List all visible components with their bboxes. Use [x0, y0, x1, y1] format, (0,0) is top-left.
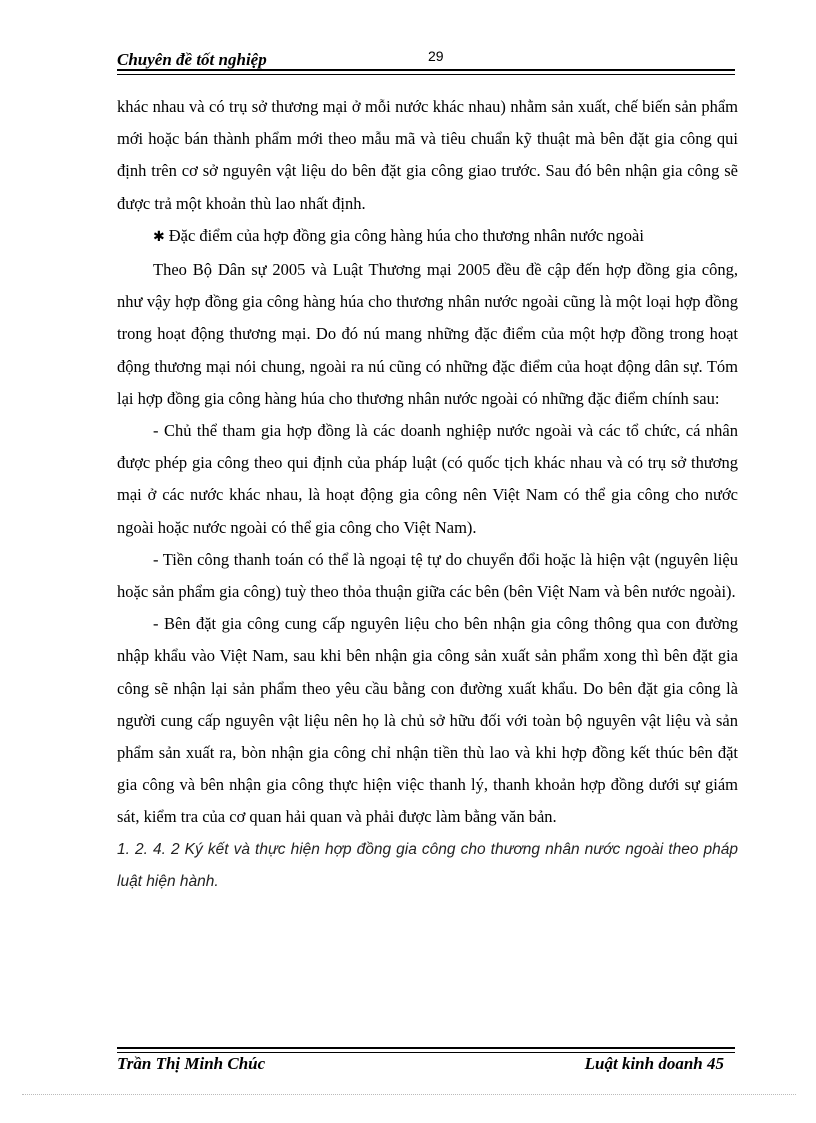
paragraph-materials: - Bên đặt gia công cung cấp nguyên liệu cho bên nhận gia công thông qua con đường nhập khẩu vào Việt Nam, sau khi bên nhận gia công sản xuất sản phẩm xong thì bên đặt gia công sẽ nhận lại sản phẩm theo yêu cầu bằng con đường xuất khẩu. Do bên đặt gia công là người cung cấp nguyên vật liệu nên họ là chủ sở hữu đối với toàn bộ nguyên vật liệu và sản phẩm sản xuất ra, bòn nhận gia công chỉ nhận tiền thù lao và khi hợp đồng kết thúc bên đặt gia công và bên nhận gia công thực hiện việc thanh lý, thanh khoản hợp đồng dưới sự giám sát, kiểm tra của cơ quan hải quan và phải được làm bằng văn bản.	[117, 614, 738, 827]
footer-author: Trần Thị Minh Chúc	[117, 1054, 266, 1073]
paragraph-payment: - Tiền công thanh toán có thể là ngoại tệ tự do chuyển đổi hoặc là hiện vật (nguyên liệu hoặc sản phẩm gia công) tuỳ theo thỏa thuận giữa các bên (bên Việt Nam và bên nước ngoài).	[117, 549, 738, 602]
page-number: 29	[428, 48, 444, 64]
footer-class: Luật kinh doanh 45	[584, 1054, 724, 1073]
section-heading-features	[117, 220, 738, 254]
paragraph-parties: - Chủ thể tham gia hợp đồng là các doanh nghiệp nước ngoài và các tổ chức, cá nhân được phép gia công theo qui định của pháp luật (có quốc tịch khác nhau và có trụ sở thương mại ở các nước khác nhau, là hoạt động gia công nên Việt Nam có thể gia công cho nước ngoài hoặc nước ngoài có thể gia công cho Việt Nam).	[117, 421, 738, 537]
subsection-heading: 1. 2. 4. 2 Ký kết và thực hiện hợp đồng gia công cho thương nhân nước ngoài theo pháp luật hiện hành.	[117, 840, 738, 890]
header-title: Chuyên đề tốt nghiệp	[117, 50, 267, 69]
footer-rule-thick	[117, 1047, 735, 1049]
section-heading-text: Đặc điểm của hợp đồng gia công hàng húa cho thương nhân nước ngoài	[168, 225, 644, 245]
body-text	[117, 91, 738, 898]
header-rule-thick	[117, 69, 735, 71]
header-rule-thin	[117, 74, 735, 75]
footer-rule-thin	[117, 1052, 735, 1053]
paragraph-continuation: khác nhau và có trụ sở thương mại ở mỗi nước khác nhau) nhằm sản xuất, chế biến sản phẩm mới hoặc bán thành phẩm mới theo mẫu mã và tiêu chuẩn kỹ thuật mà bên đặt gia công qui định trên cơ sở nguyên vật liệu do bên đặt gia công giao trước. Sau đó bên nhận gia công sẽ được trả một khoản thù lao nhất định.	[117, 97, 738, 213]
asterisk-bullet-icon: ✱	[153, 229, 165, 245]
paragraph-intro: Theo Bộ Dân sự 2005 và Luật Thương mại 2005 đều đề cập đến hợp đồng gia công, như vậy hợp đồng gia công hàng húa cho thương nhân nước ngoài cũng là một loại hợp đồng trong hoạt động thương mại. Do đó nú mang những đặc điểm của một hợp đồng trong hoạt động thương mại nói chung, ngoài ra nú cũng có những đặc điểm của hoạt động dân sự. Tóm lại hợp đồng gia công hàng húa cho thương nhân nước ngoài có những đặc điểm chính sau:	[117, 260, 738, 408]
page-edge-divider	[22, 1094, 796, 1095]
